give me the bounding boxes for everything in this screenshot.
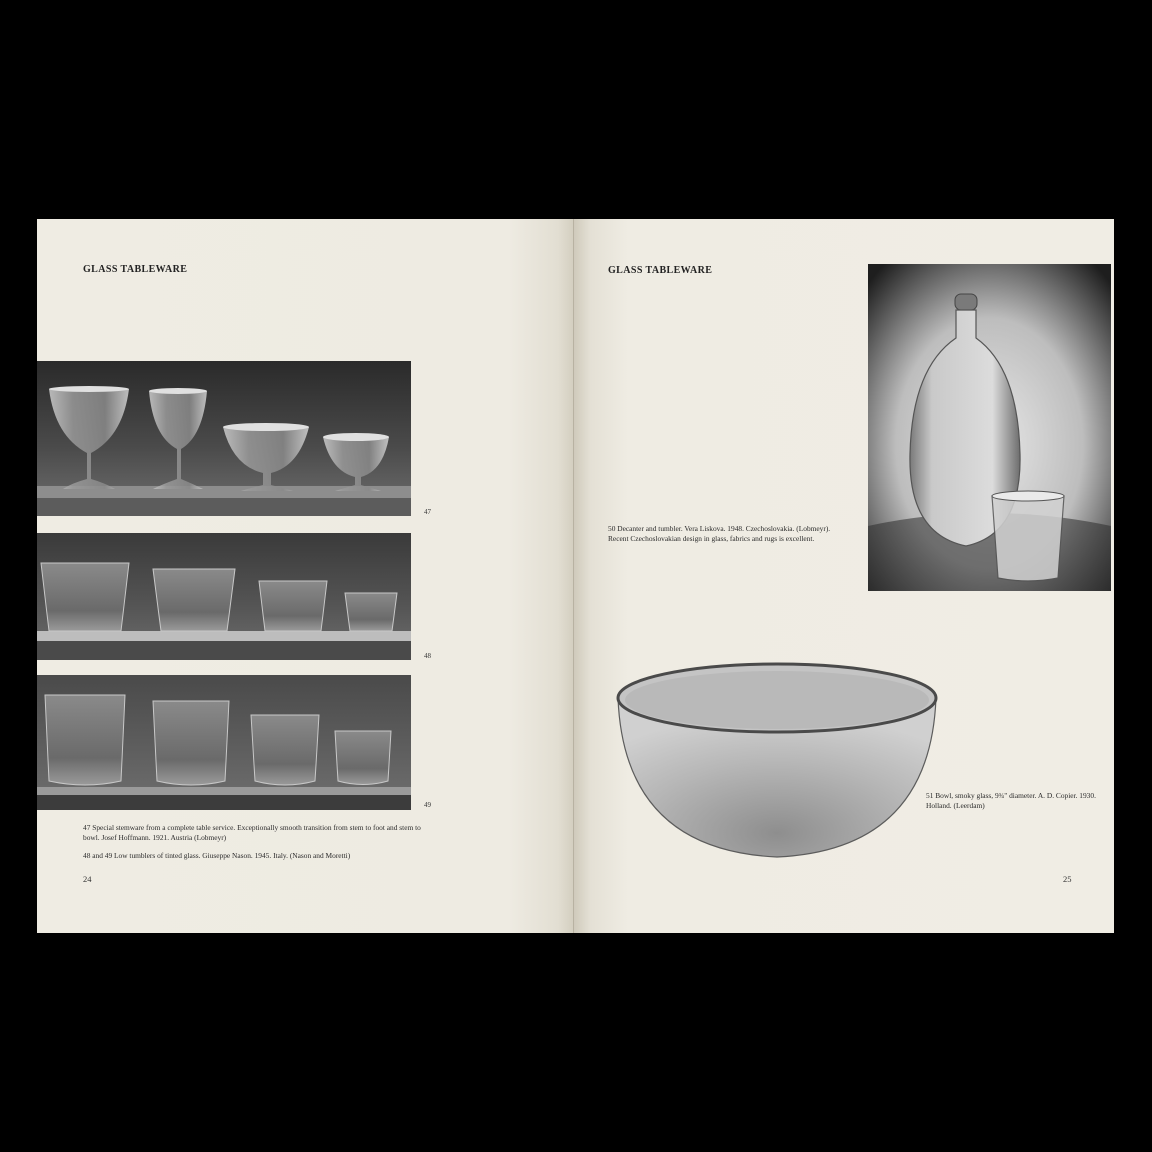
caption-51: 51 Bowl, smoky glass, 9¾" diameter. A. D. Copier. 1930. Holland. (Leerdam) xyxy=(926,791,1096,810)
page-number-left: 24 xyxy=(83,874,92,884)
caption-50: 50 Decanter and tumbler. Vera Liskova. 1948. Czechoslovakia. (Lobmeyr). Recent Czechoslovakian design in glass, fabrics and rugs is excellent. xyxy=(608,524,831,543)
page-number-right: 25 xyxy=(1063,874,1072,884)
left-page xyxy=(37,219,574,933)
right-page xyxy=(574,219,1114,933)
figure-number-49: 49 xyxy=(424,801,431,809)
photo-bowl xyxy=(614,660,940,860)
running-header-right: GLASS TABLEWARE xyxy=(608,265,713,276)
figure-number-48: 48 xyxy=(424,652,431,660)
photo-tumblers-49 xyxy=(37,675,411,810)
caption-48-49: 48 and 49 Low tumblers of tinted glass. Giuseppe Nason. 1945. Italy. (Nason and Moretti) xyxy=(83,851,351,860)
figure-number-47: 47 xyxy=(424,508,431,516)
running-header-left: GLASS TABLEWARE xyxy=(83,264,188,275)
caption-47: 47 Special stemware from a complete table service. Exceptionally smooth transition from stem to foot and stem to bowl. Josef Hoffmann. 1921. Austria (Lobmeyr) xyxy=(83,823,421,842)
photo-decanter xyxy=(868,264,1111,591)
photo-stemware xyxy=(37,361,411,516)
photo-tumblers-48 xyxy=(37,533,411,660)
